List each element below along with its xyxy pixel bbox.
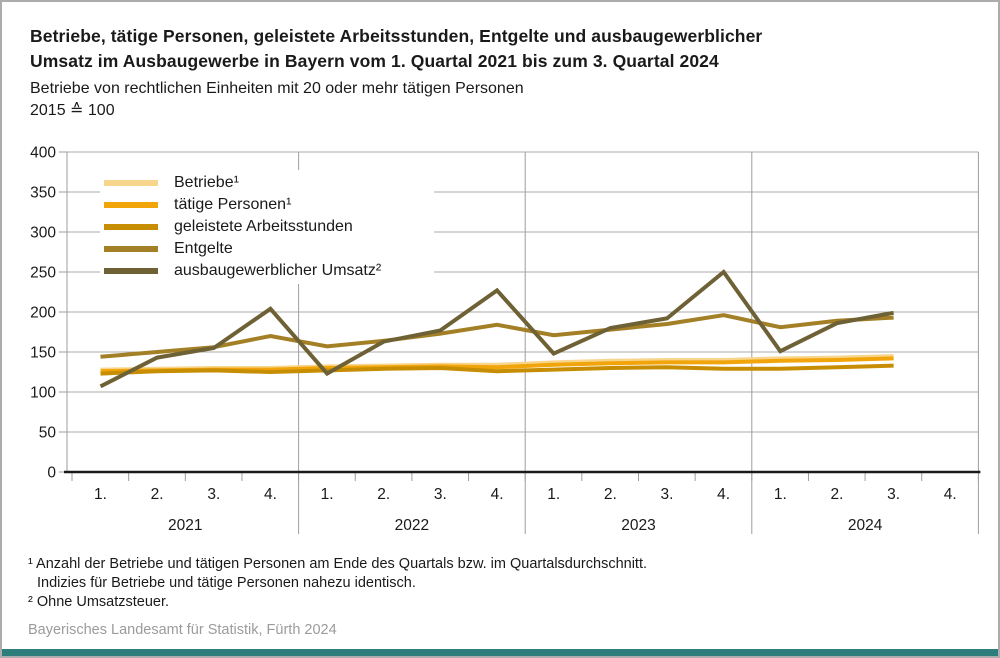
- y-axis-label: 300: [30, 224, 56, 242]
- x-axis-quarter-label: 2.: [830, 486, 844, 503]
- x-axis-year-label: 2023: [621, 517, 656, 534]
- x-axis-quarter-label: 3.: [207, 486, 221, 503]
- legend-label: Entgelte: [174, 240, 233, 257]
- x-axis-quarter-label: 3.: [433, 486, 447, 503]
- x-axis-year-label: 2024: [847, 517, 883, 534]
- y-axis-label: 100: [30, 384, 56, 402]
- y-axis-label: 0: [47, 464, 56, 482]
- page-subtitle: Betriebe von rechtlichen Einheiten mit 20 oder mehr tätigen Personen: [30, 80, 524, 97]
- page-title-line-1: Betriebe, tätige Personen, geleistete Arbeitsstunden, Entgelte und ausbaugewerblicher: [30, 26, 763, 46]
- legend-row: [100, 216, 434, 238]
- legend-row: [100, 260, 434, 282]
- legend-swatch: [104, 224, 158, 230]
- chart-legend: [100, 170, 434, 284]
- legend-label: geleistete Arbeitsstunden: [174, 218, 353, 235]
- page-title-line-2: Umsatz im Ausbaugewerbe in Bayern vom 1. Quartal 2021 bis zum 3. Quartal 2024: [30, 51, 719, 71]
- y-axis-label: 400: [30, 144, 56, 162]
- y-axis-label: 250: [30, 264, 56, 282]
- legend-swatch: [104, 180, 158, 186]
- bottom-accent-bar: [2, 649, 998, 656]
- y-axis-label: 150: [30, 344, 56, 362]
- footnote-line: ¹ Anzahl der Betriebe und tätigen Personen am Ende des Quartals bzw. im Quartalsdurchschnitt.: [28, 556, 648, 572]
- y-axis-label: 50: [38, 424, 56, 442]
- x-axis-quarter-label: 2.: [377, 486, 391, 503]
- footnotes: [28, 555, 647, 612]
- legend-swatch: [104, 246, 158, 252]
- x-axis-quarter-label: 1.: [320, 486, 334, 503]
- series-line-3: [101, 315, 894, 357]
- legend-swatch: [104, 268, 158, 274]
- x-axis-quarter-label: 4.: [490, 486, 504, 503]
- x-axis-quarter-label: 1.: [94, 486, 107, 503]
- x-axis-quarter-label: 2.: [603, 486, 617, 503]
- x-axis-quarter-label: 2.: [150, 486, 164, 503]
- x-axis-quarter-label: 1.: [773, 486, 787, 503]
- x-axis-quarter-label: 3.: [660, 486, 674, 503]
- legend-row: [100, 238, 434, 260]
- footnote-line: ² Ohne Umsatzsteuer.: [28, 594, 170, 610]
- x-axis-quarter-label: 3.: [887, 486, 901, 503]
- legend-label: ausbaugewerblicher Umsatz²: [174, 262, 382, 279]
- legend-row: [100, 172, 434, 194]
- index-base-note: 2015 ≙ 100: [30, 102, 115, 119]
- x-axis-year-label: 2022: [394, 517, 430, 534]
- x-axis-quarter-label: 4.: [263, 486, 277, 503]
- footnote-line: Indizies für Betriebe und tätige Personen nahezu identisch.: [37, 575, 416, 591]
- y-axis-label: 200: [30, 304, 56, 322]
- legend-swatch: [104, 202, 158, 208]
- x-axis-quarter-label: 4.: [943, 486, 957, 503]
- legend-label: tätige Personen¹: [174, 196, 292, 213]
- x-axis-quarter-label: 4.: [717, 486, 731, 503]
- legend-row: [100, 194, 434, 216]
- legend-label: Betriebe¹: [174, 174, 239, 191]
- x-axis-quarter-label: 1.: [547, 486, 561, 503]
- y-axis-label: 350: [30, 184, 56, 202]
- source-note: Bayerisches Landesamt für Statistik, Fürth 2024: [28, 622, 337, 638]
- x-axis-year-label: 2021: [168, 517, 203, 534]
